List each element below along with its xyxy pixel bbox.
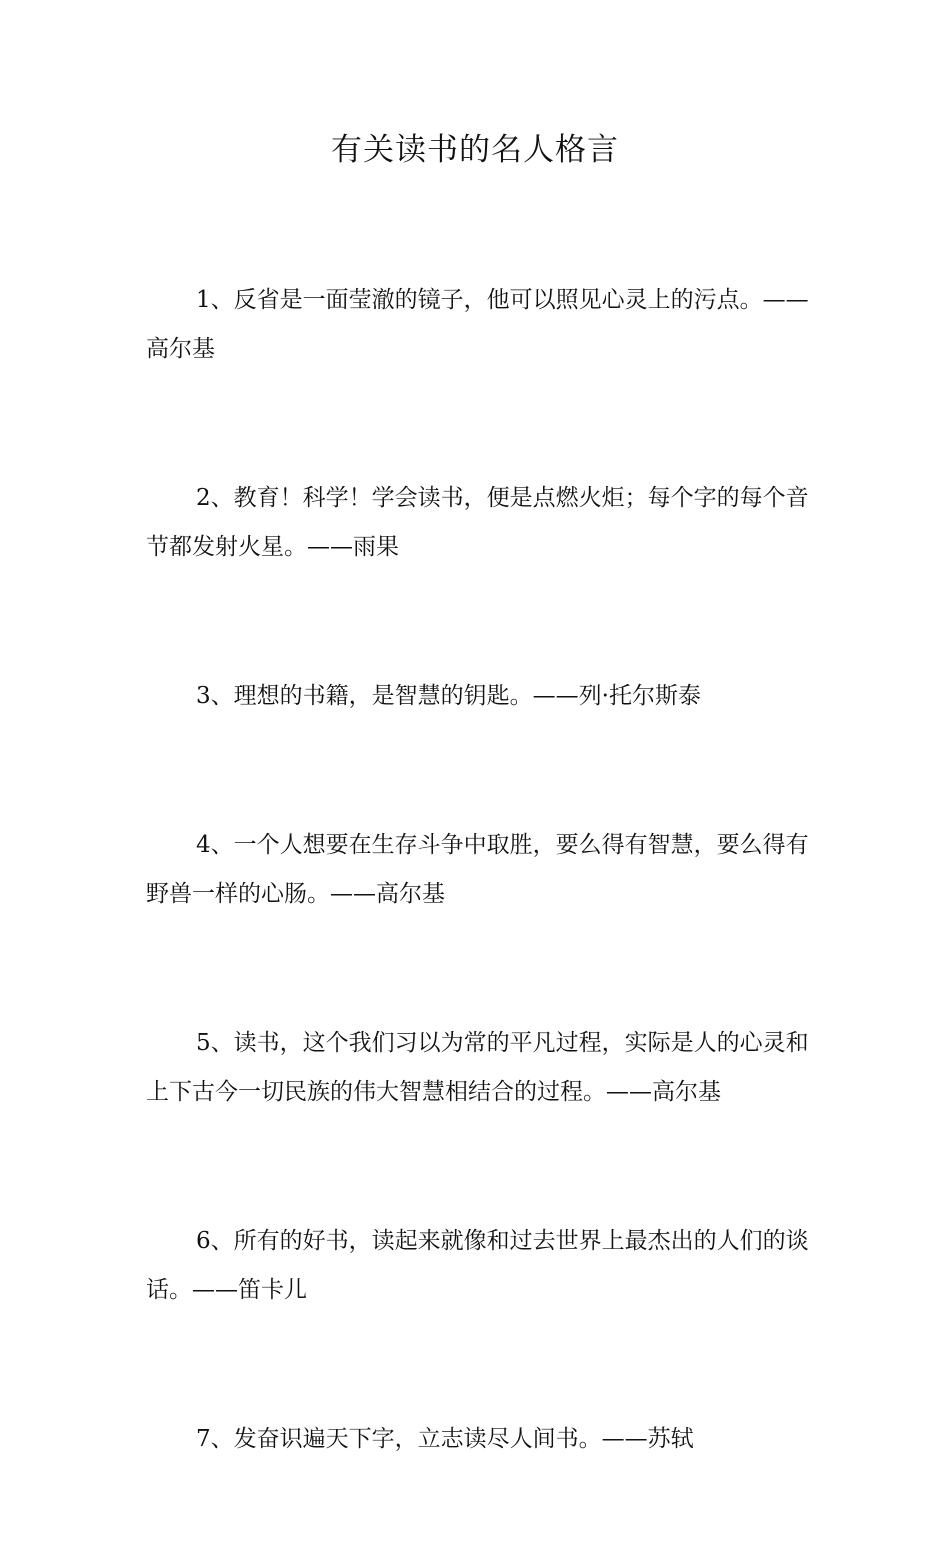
quote-1: 1、反省是一面莹澈的镜子，他可以照见心灵上的污点。——高尔基 [146, 287, 809, 362]
quote-list [146, 276, 810, 1564]
quote-7: 7、发奋识遍天下字，立志读尽人间书。——苏轼 [196, 1426, 694, 1452]
document-title: 有关读书的名人格言 [331, 132, 619, 168]
quote-3: 3、理想的书籍，是智慧的钥匙。——列·托尔斯泰 [196, 683, 701, 709]
quote-2: 2、教育！科学！学会读书，便是点燃火炬；每个字的每个音节都发射火星。——雨果 [146, 485, 809, 560]
quote-4: 4、一个人想要在生存斗争中取胜，要么得有智慧，要么得有野兽一样的心肠。——高尔基 [146, 832, 809, 907]
quote-5: 5、读书，这个我们习以为常的平凡过程，实际是人的心灵和上下古今一切民族的伟大智慧相结合的过程。——高尔基 [146, 1030, 809, 1105]
quote-6: 6、所有的好书，读起来就像和过去世界上最杰出的人们的谈话。——笛卡儿 [146, 1228, 809, 1303]
